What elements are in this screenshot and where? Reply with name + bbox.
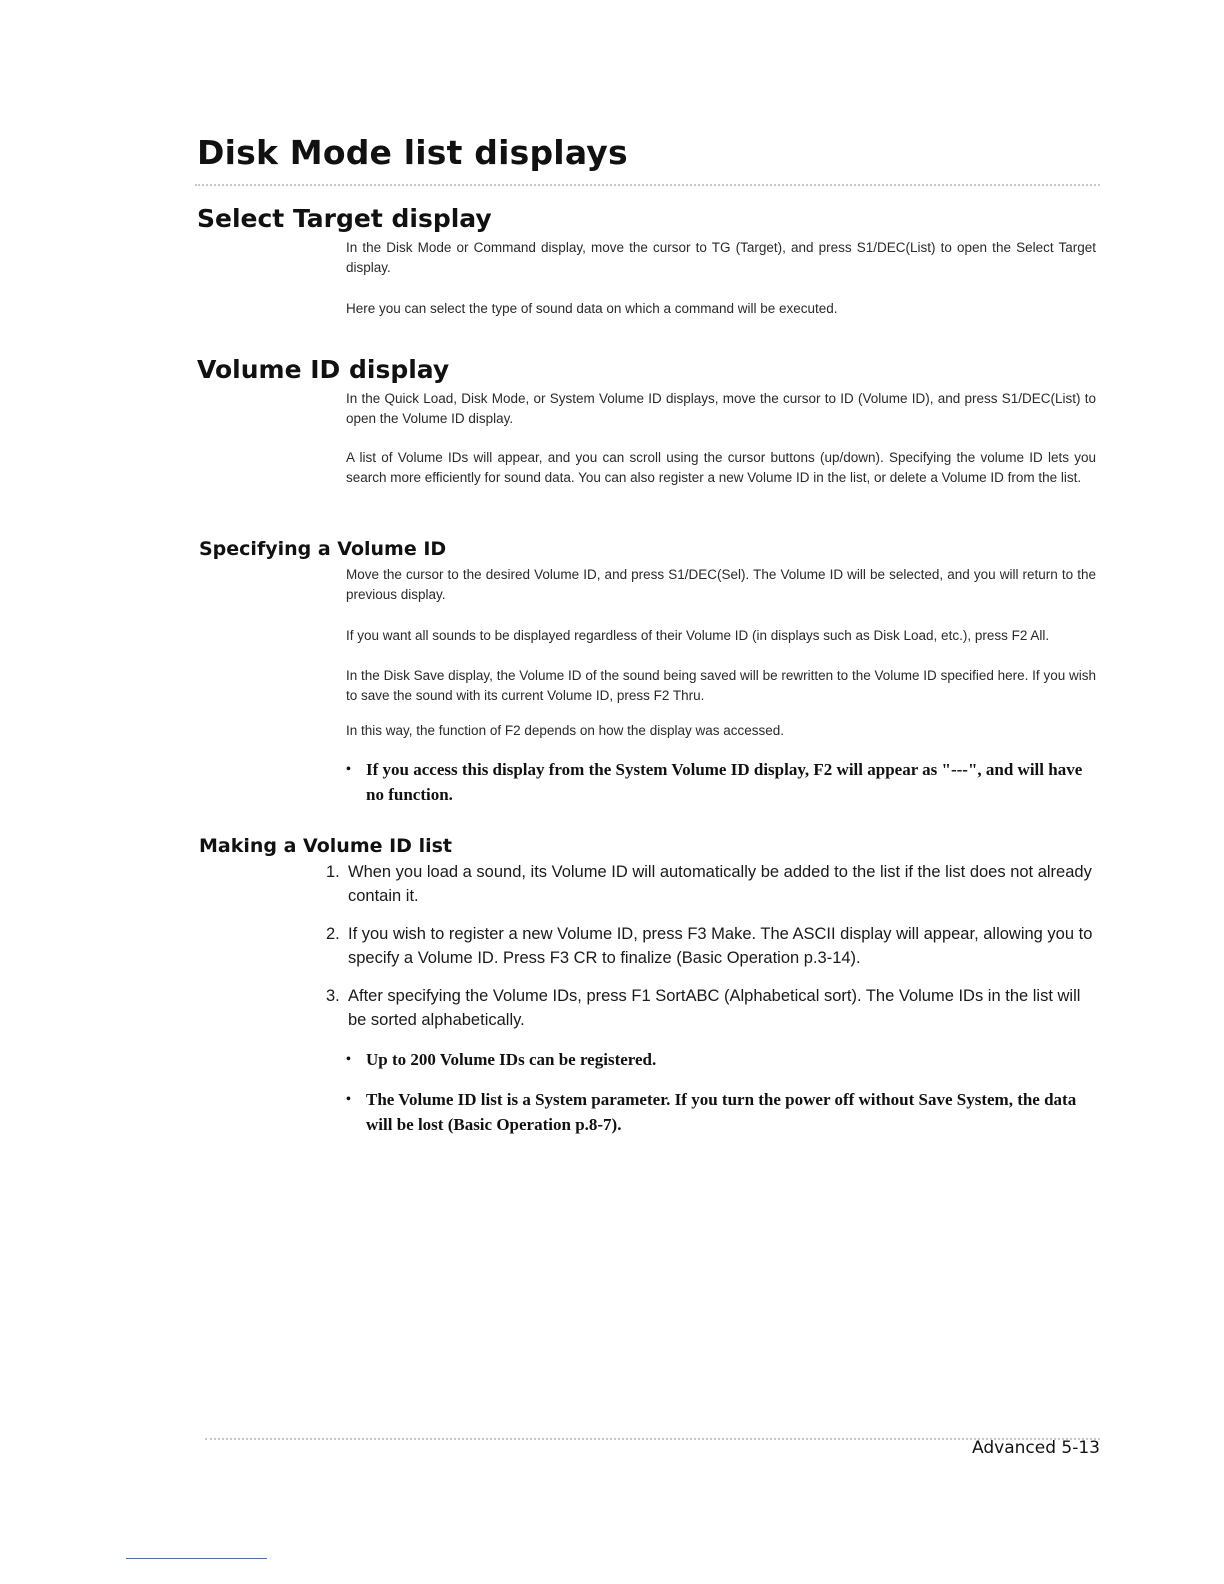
step-number: 3. [326, 987, 340, 1005]
making-note-2 [346, 1087, 1098, 1137]
note-bullet: • [346, 762, 351, 777]
specifying-paragraph-1: Move the cursor to the desired Volume ID, and press S1/DEC(Sel). The Volume ID will be selected, and you will return to the previous display. [346, 567, 1096, 602]
specifying-note-text: If you access this display from the System Volume ID display, F2 will appear as "---", and will have no function. [366, 760, 1083, 804]
bottom-blue-line [126, 1558, 267, 1559]
select-target-paragraph-2: Here you can select the type of sound data on which a command will be executed. [346, 301, 838, 316]
specifying-note [346, 757, 1098, 807]
select-target-heading: Select Target display [197, 204, 492, 233]
making-note-1-text: Up to 200 Volume IDs can be registered. [366, 1050, 657, 1069]
step-number: 1. [326, 863, 340, 881]
select-target-paragraph-1: In the Disk Mode or Command display, move the cursor to TG (Target), and press S1/DEC(List) to open the Select Target display. [346, 240, 1096, 275]
specifying-paragraph-3: In this way, the function of F2 depends on how the display was accessed. [346, 723, 785, 738]
specifying-paragraph-2a: If you want all sounds to be displayed regardless of their Volume ID (in displays such as Disk Load, etc.), press F2 All. [346, 628, 1050, 643]
step-text: If you wish to register a new Volume ID, press F3 Make. The ASCII display will appear, allowing you to specify a Volume ID. Press F3 CR to finalize (Basic Operation p.3-14). [348, 925, 1093, 967]
top-divider [195, 184, 1100, 186]
step-text: After specifying the Volume IDs, press F1 SortABC (Alphabetical sort). The Volume IDs in the list will be sorted alphabetically. [348, 987, 1081, 1029]
volume-id-paragraph-1: In the Quick Load, Disk Mode, or System Volume ID displays, move the cursor to ID (Volume ID), and press S1/DEC(List) to open the Volume ID display. [346, 391, 1096, 426]
specifying-paragraph-2b: In the Disk Save display, the Volume ID of the sound being saved will be rewritten to the Volume ID specified here. If you wish to save the sound with its current Volume ID, press F2 Thru. [346, 668, 1096, 703]
volume-id-paragraph-2: A list of Volume IDs will appear, and you can scroll using the cursor buttons (up/down). Specifying the volume ID lets you search more efficiently for sound data. You can also register a new Volume ID in the list, or delete a Volume ID from the list. [346, 450, 1096, 485]
note-bullet: • [346, 1052, 351, 1067]
list-item [326, 984, 1098, 1032]
volume-id-heading: Volume ID display [197, 355, 450, 384]
list-item [326, 922, 1098, 970]
making-volume-id-list-heading: Making a Volume ID list [199, 835, 452, 857]
specifying-volume-id-heading: Specifying a Volume ID [199, 538, 447, 560]
list-item [326, 860, 1098, 908]
page-title: Disk Mode list displays [197, 133, 628, 172]
bottom-divider [205, 1438, 1100, 1440]
note-bullet: • [346, 1092, 351, 1107]
page-footer: Advanced 5-13 [972, 1438, 1100, 1458]
making-note-1 [346, 1047, 1098, 1072]
step-number: 2. [326, 925, 340, 943]
making-steps-list [326, 860, 1098, 1046]
step-text: When you load a sound, its Volume ID will automatically be added to the list if the list does not already contain it. [348, 863, 1092, 905]
making-note-2-text: The Volume ID list is a System parameter. If you turn the power off without Save System, the data will be lost (Basic Operation p.8-7). [366, 1090, 1077, 1134]
